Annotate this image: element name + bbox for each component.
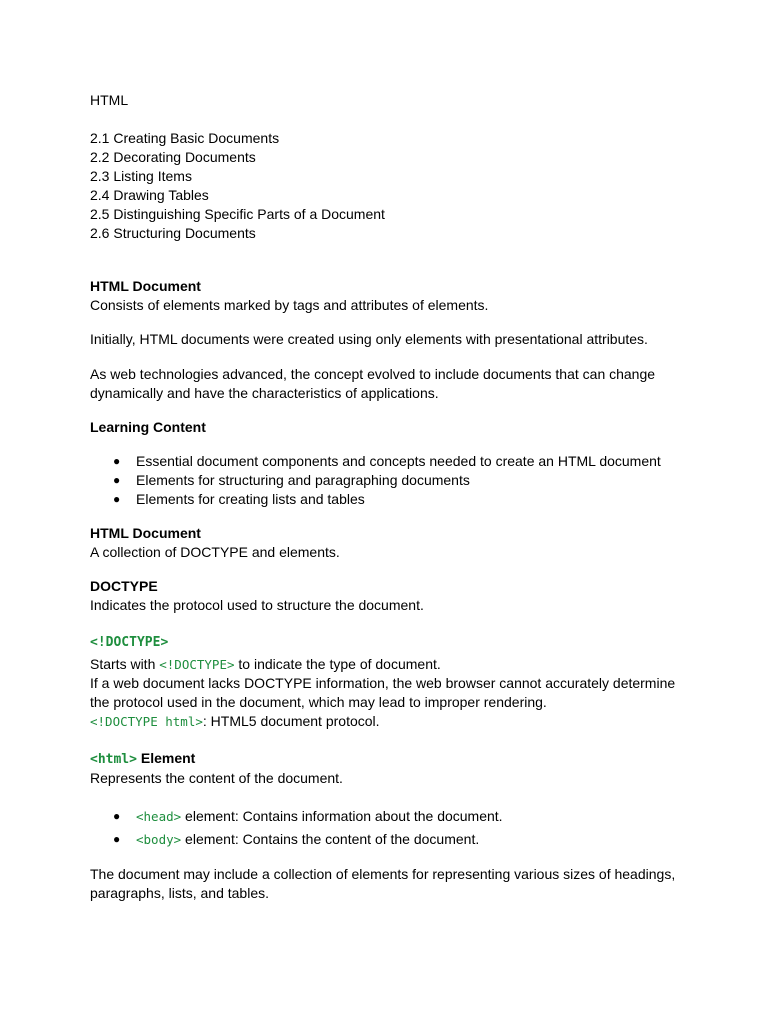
- list-item: ● Elements for creating lists and tables: [113, 491, 365, 507]
- code-snippet: <html>: [90, 752, 137, 767]
- code-snippet: <!DOCTYPE>: [90, 635, 169, 650]
- bullet-icon: ●: [113, 473, 121, 487]
- toc-item: 2.4 Drawing Tables: [90, 187, 209, 203]
- doctype-starts-line: Starts with <!DOCTYPE> to indicate the type of document.: [90, 656, 441, 672]
- paragraph-line: As web technologies advanced, the concept evolved to include documents that can change: [90, 366, 656, 382]
- toc-item: 2.6 Structuring Documents: [90, 225, 256, 241]
- section-text: A collection of DOCTYPE and elements.: [90, 544, 340, 560]
- doctype-tag-heading: [90, 632, 690, 652]
- code-snippet: <head>: [136, 809, 182, 824]
- html-element-text: Represents the content of the document.: [90, 770, 343, 786]
- toc-item: 2.3 Listing Items: [90, 168, 192, 184]
- code-snippet: <!DOCTYPE html>: [90, 714, 203, 729]
- paragraph-line: paragraphs, lists, and tables.: [90, 885, 269, 901]
- list-item: ● Essential document components and concepts needed to create an HTML document: [113, 453, 661, 469]
- section-heading: HTML Document: [90, 525, 201, 541]
- table-of-contents: [90, 129, 690, 243]
- list-item: ● <body> element: Contains the content of the document.: [90, 828, 690, 851]
- doctype-heading: DOCTYPE: [90, 578, 158, 594]
- learning-content-heading: Learning Content: [90, 419, 206, 435]
- toc-item: 2.5 Distinguishing Specific Parts of a Document: [90, 206, 385, 222]
- paragraph-line: The document may include a collection of elements for representing various sizes of headings,: [90, 866, 676, 882]
- bullet-icon: ●: [113, 809, 121, 823]
- list-item: ● <head> element: Contains information about the document.: [90, 805, 690, 828]
- code-snippet: <!DOCTYPE>: [159, 657, 235, 672]
- html5-doctype-line: <!DOCTYPE html>: HTML5 document protocol.: [90, 713, 380, 729]
- document-page: [90, 91, 690, 903]
- section-text: Consists of elements marked by tags and attributes of elements.: [90, 297, 489, 313]
- paragraph-line: dynamically and have the characteristics of applications.: [90, 385, 439, 401]
- toc-item: 2.1 Creating Basic Documents: [90, 130, 280, 146]
- toc-item: 2.2 Decorating Documents: [90, 149, 256, 165]
- learning-content-list: [90, 452, 690, 509]
- paragraph: Initially, HTML documents were created using only elements with presentational attributes.: [90, 331, 648, 347]
- html-element-list: [90, 805, 690, 851]
- html-element-heading: <html> Element: [90, 750, 196, 767]
- document-title: HTML: [90, 92, 129, 108]
- section-heading: HTML Document: [90, 278, 201, 294]
- list-item: ● Elements for structuring and paragraphing documents: [113, 472, 470, 488]
- paragraph-line: the protocol used in the document, which may lead to improper rendering.: [90, 694, 547, 710]
- bullet-icon: ●: [113, 454, 121, 468]
- code-snippet: <body>: [136, 832, 182, 847]
- bullet-icon: ●: [113, 492, 121, 506]
- bullet-icon: ●: [113, 832, 121, 846]
- paragraph-line: If a web document lacks DOCTYPE information, the web browser cannot accurately determine: [90, 675, 676, 691]
- doctype-text: Indicates the protocol used to structure the document.: [90, 597, 424, 613]
